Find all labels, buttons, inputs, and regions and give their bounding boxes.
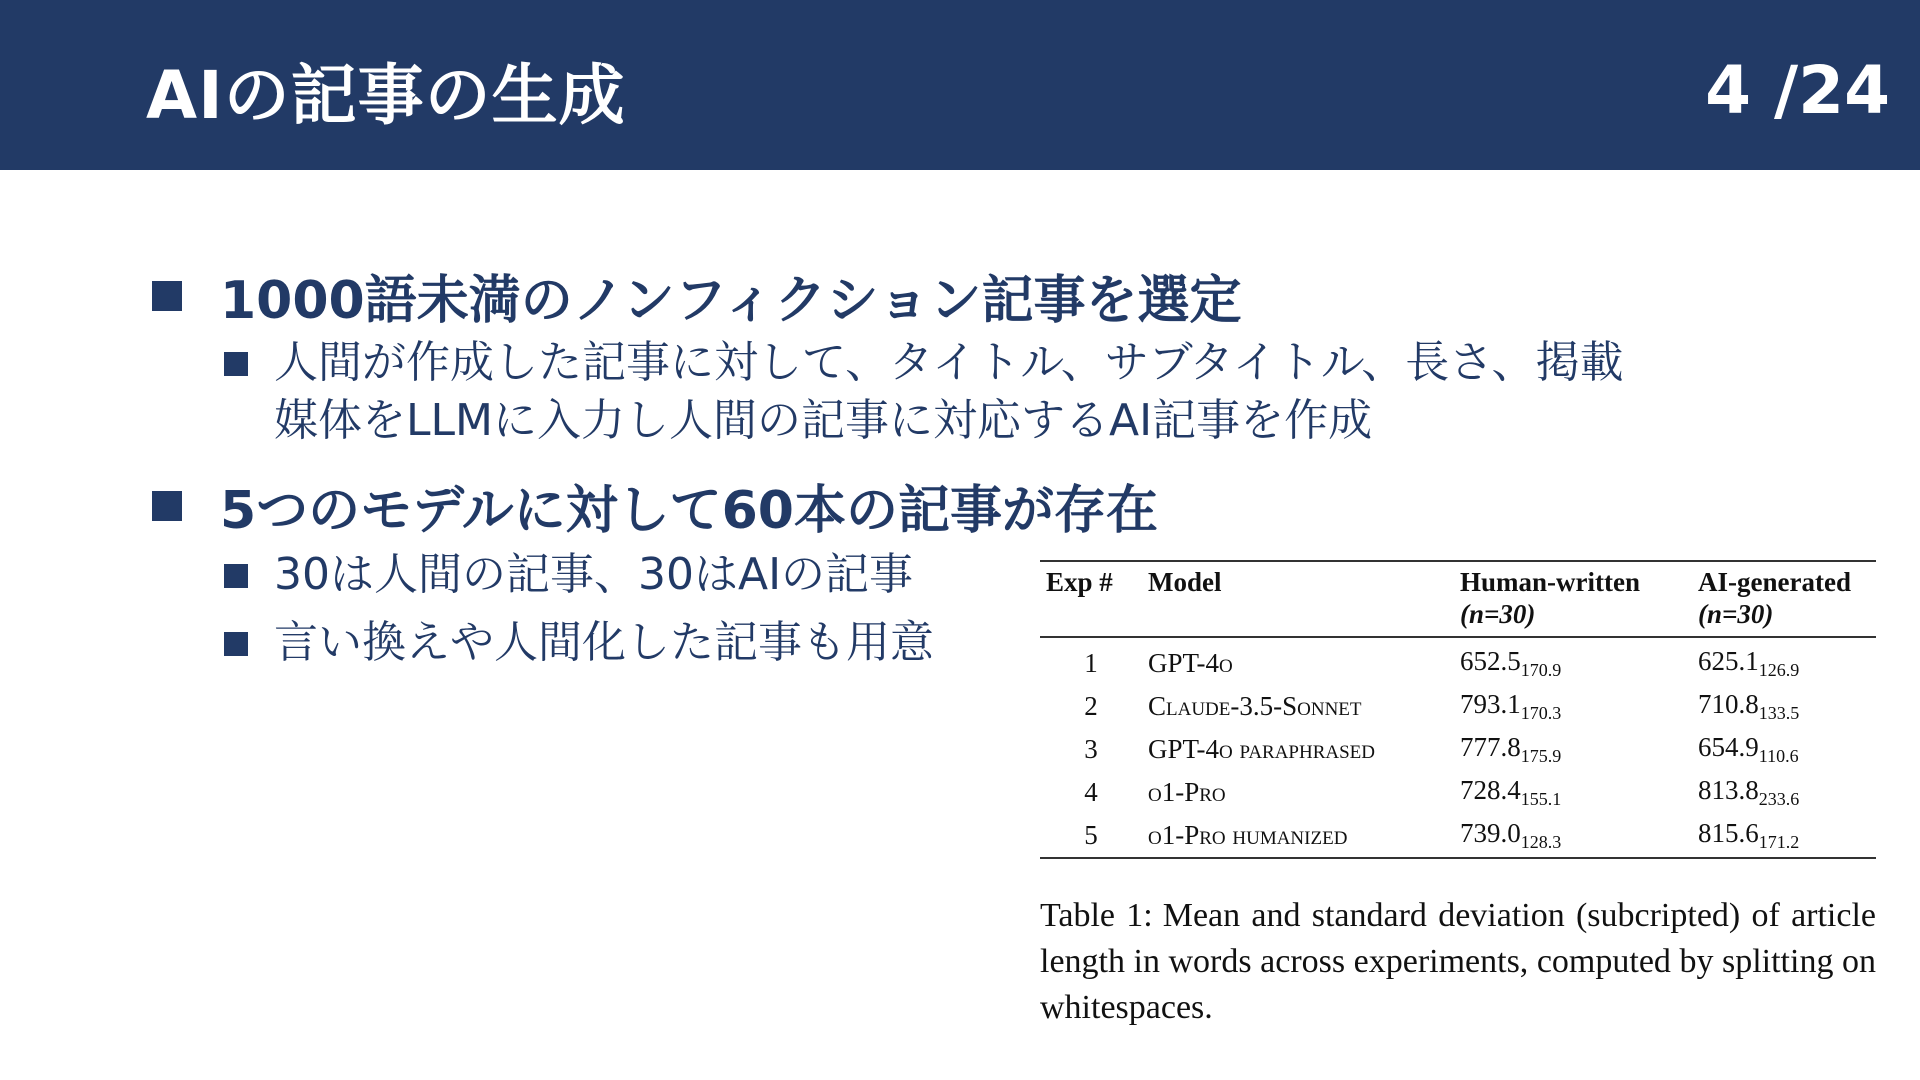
cell-model: GPT-4o (1148, 648, 1233, 678)
cell-ai (1692, 685, 1876, 728)
sub-bullet-item (224, 546, 913, 604)
title-bar (0, 0, 1920, 170)
sub-bullet-text (274, 334, 1623, 450)
header-human-n: (n=30) (1460, 599, 1536, 629)
cell-human-mean: 652.5 (1460, 646, 1521, 676)
header-ai (1692, 561, 1876, 637)
cell-human-mean: 739.0 (1460, 818, 1521, 848)
cell-human-sd: 175.9 (1520, 746, 1562, 766)
bullet-square-icon (152, 491, 182, 521)
cell-model: GPT-4o paraphrased (1148, 734, 1376, 764)
cell-model: o1-Pro humanized (1142, 814, 1454, 858)
bullet-item (152, 258, 1241, 333)
bullet-square-icon (224, 564, 248, 588)
cell-human-sd: 155.1 (1520, 789, 1562, 809)
bullet-text: 5つのモデルに対して60本の記事が存在 (220, 481, 1158, 541)
header-ai-label: AI-generated (1698, 567, 1851, 597)
table-row (1040, 771, 1876, 814)
table-row (1040, 685, 1876, 728)
sub-bullet-text: 言い換えや人間化した記事も用意 (274, 617, 934, 668)
header-human-label: Human-written (1460, 567, 1640, 597)
table-row (1040, 728, 1876, 771)
caption-text: Mean and standard deviation (subcripted) of article length in words across experiments, computed by splitting on whitespaces. (1040, 897, 1877, 1026)
bullet-text: 1000語未満のノンフィクション記事を選定 (220, 271, 1242, 331)
cell-model: o1-Pro (1148, 777, 1226, 807)
cell-ai-mean: 625.1 (1698, 646, 1759, 676)
slide-title: AIの記事の生成 (146, 57, 626, 134)
cell-human (1454, 685, 1692, 728)
sub-bullet-item (224, 334, 1623, 450)
page-number: 4 /24 (1705, 52, 1890, 129)
cell-ai (1692, 728, 1876, 771)
cell-ai-mean: 813.8 (1698, 775, 1759, 805)
bullet-square-icon (152, 281, 182, 311)
table-figure (1040, 560, 1876, 1031)
header-ai-n: (n=30) (1698, 599, 1774, 629)
cell-exp: 5 (1040, 814, 1142, 858)
sub-bullet-line: 媒体をLLMに入力し人間の記事に対応するAI記事を作成 (274, 395, 1373, 446)
cell-exp: 3 (1084, 734, 1098, 764)
bullet-square-icon (224, 632, 248, 656)
cell-human (1454, 728, 1692, 771)
cell-human-mean: 728.4 (1460, 775, 1521, 805)
sub-bullet-item (224, 614, 934, 672)
cell-ai (1692, 637, 1876, 685)
table-caption (1040, 893, 1876, 1031)
table-row (1040, 814, 1876, 858)
cell-human-mean: 777.8 (1460, 732, 1521, 762)
article-length-table (1040, 560, 1876, 859)
sub-bullet-line: 人間が作成した記事に対して、タイトル、サブタイトル、長さ、掲載 (274, 337, 1624, 388)
cell-ai-sd: 110.6 (1758, 746, 1799, 766)
cell-human-sd: 170.3 (1520, 703, 1562, 723)
cell-ai-sd: 171.2 (1758, 832, 1800, 852)
cell-ai-mean: 815.6 (1698, 818, 1759, 848)
cell-human (1454, 814, 1692, 858)
caption-label: Table 1: (1040, 897, 1153, 934)
cell-model: Claude-3.5-Sonnet (1148, 691, 1362, 721)
cell-ai-sd: 126.9 (1758, 660, 1800, 680)
cell-human-sd: 128.3 (1520, 832, 1562, 852)
header-exp: Exp # (1040, 561, 1142, 637)
header-human (1454, 561, 1692, 637)
cell-ai-mean: 654.9 (1698, 732, 1759, 762)
cell-ai-mean: 710.8 (1698, 689, 1759, 719)
cell-human-mean: 793.1 (1460, 689, 1521, 719)
bullet-item (152, 468, 1158, 543)
cell-human-sd: 170.9 (1520, 660, 1562, 680)
sub-bullet-text: 30は人間の記事、30はAIの記事 (274, 549, 914, 600)
cell-ai (1692, 814, 1876, 858)
cell-exp: 1 (1084, 648, 1098, 678)
cell-ai-sd: 133.5 (1758, 703, 1800, 723)
table-row (1040, 637, 1876, 685)
cell-exp: 4 (1084, 777, 1098, 807)
cell-ai (1692, 771, 1876, 814)
cell-human (1454, 771, 1692, 814)
bullet-square-icon (224, 352, 248, 376)
cell-human (1454, 637, 1692, 685)
header-model: Model (1142, 561, 1454, 637)
cell-ai-sd: 233.6 (1758, 789, 1800, 809)
cell-exp: 2 (1084, 691, 1098, 721)
table-header-row (1040, 561, 1876, 637)
